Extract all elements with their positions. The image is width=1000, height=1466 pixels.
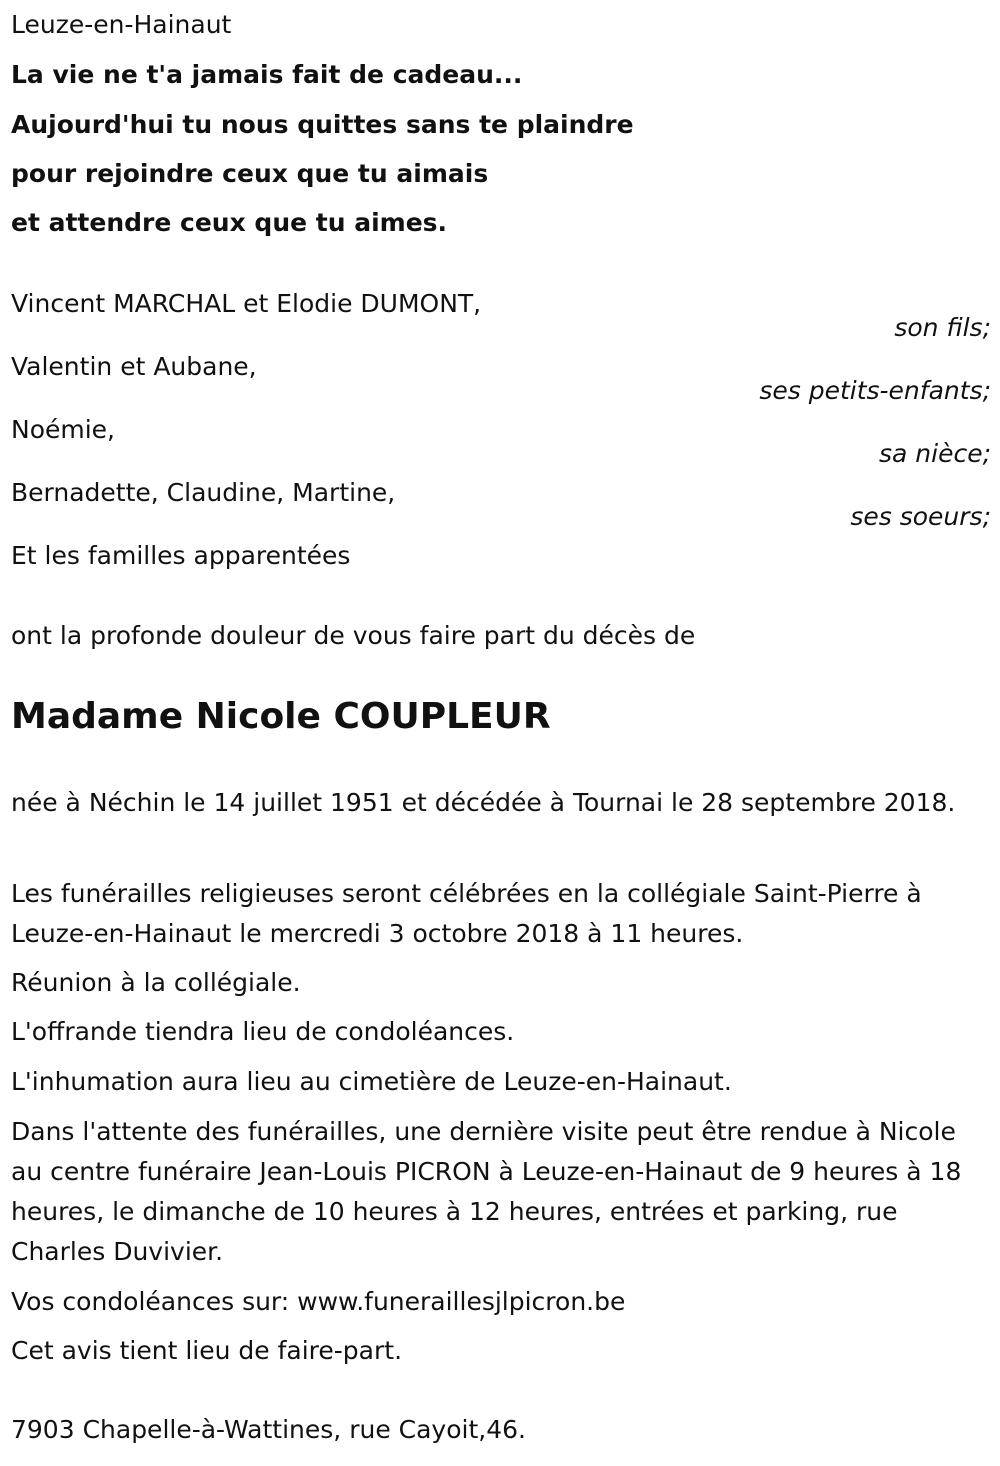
relative-role: sa nièce;: [878, 439, 991, 468]
paragraph-notice: Cet avis tient lieu de faire-part.: [11, 1336, 403, 1365]
relative-role: son fils;: [894, 313, 991, 342]
poem-line: La vie ne t'a jamais fait de cadeau...: [11, 60, 523, 89]
relative-names: Bernadette, Claudine, Martine,: [11, 478, 396, 507]
address: 7903 Chapelle-à-Wattines, rue Cayoit,46.: [11, 1415, 526, 1444]
paragraph-burial: L'inhumation aura lieu au cimetière de Leuze-en-Hainaut.: [11, 1067, 732, 1096]
paragraph-condolences: Vos condoléances sur: www.funeraillesjlpicron.be: [11, 1287, 626, 1316]
paragraph-birth-death: née à Néchin le 14 juillet 1951 et décédée à Tournai le 28 septembre 2018.: [11, 788, 956, 817]
poem-line: et attendre ceux que tu aimes.: [11, 208, 448, 237]
relative-names: Valentin et Aubane,: [11, 352, 257, 381]
poem-line: Aujourd'hui tu nous quittes sans te plaindre: [11, 110, 634, 139]
families-line: Et les familles apparentées: [11, 541, 351, 570]
paragraph-offering: L'offrande tiendra lieu de condoléances.: [11, 1017, 515, 1046]
location-heading: Leuze-en-Hainaut: [11, 10, 232, 39]
poem-line: pour rejoindre ceux que tu aimais: [11, 159, 489, 188]
deceased-name: Madame Nicole COUPLEUR: [11, 696, 551, 737]
relative-names: Vincent MARCHAL et Elodie DUMONT,: [11, 289, 482, 318]
paragraph-visit: Dans l'attente des funérailles, une dernière visite peut être rendue à Nicole au centre funéraire Jean-Louis PICRON à Leuze-en-Hainaut de 9 heures à 18 heures, le dimanche de 10 heures à 12 heures, entrées et parking, rue Charles Duvivier.: [11, 1117, 962, 1266]
paragraph-funeral: Les funérailles religieuses seront célébrées en la collégiale Saint-Pierre à Leuze-en-Hainaut le mercredi 3 octobre 2018 à 11 heures.: [11, 879, 922, 948]
announcement: ont la profonde douleur de vous faire part du décès de: [11, 621, 696, 650]
relative-role: ses petits-enfants;: [759, 376, 991, 405]
relative-names: Noémie,: [11, 415, 116, 444]
relative-role: ses soeurs;: [850, 502, 991, 531]
paragraph-meeting: Réunion à la collégiale.: [11, 968, 301, 997]
